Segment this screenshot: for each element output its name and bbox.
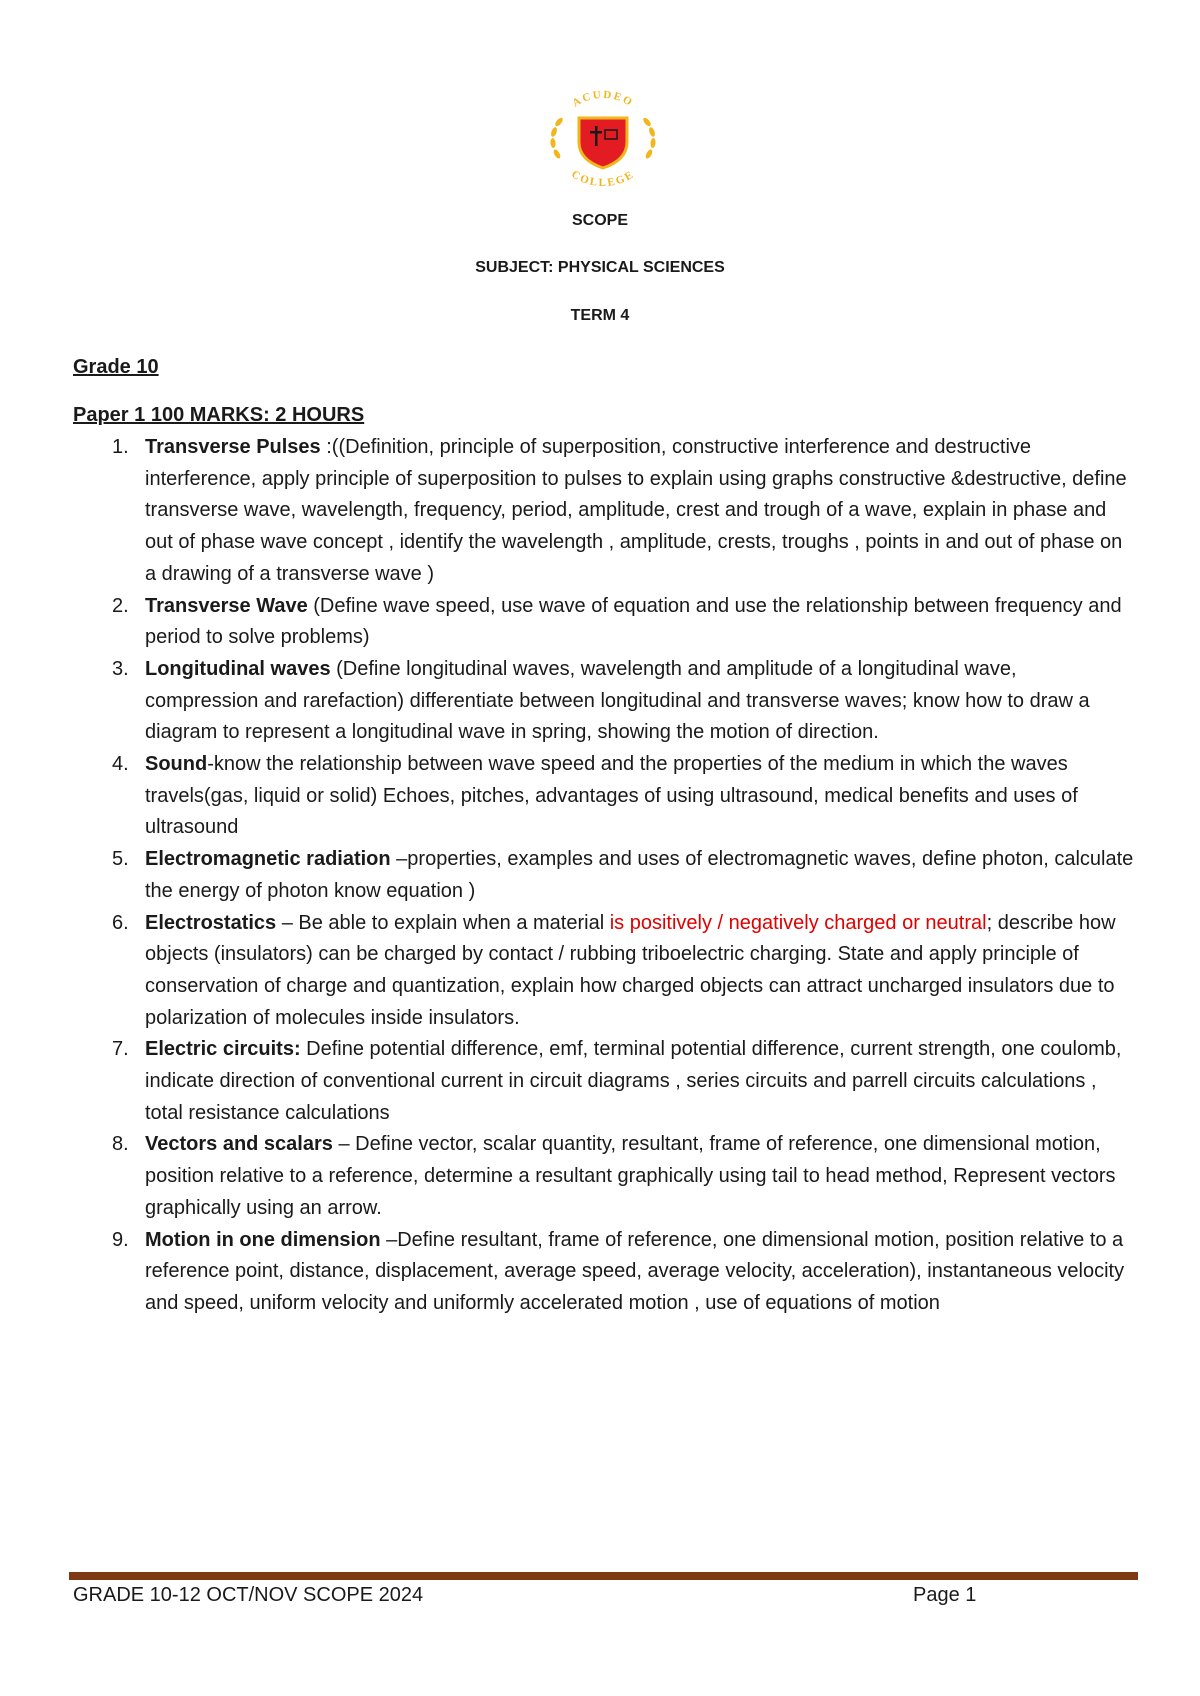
item-title: Electric circuits:	[145, 1038, 301, 1061]
page-number: Page 1	[913, 1584, 977, 1606]
item-text: – Be able to explain when a material	[276, 911, 610, 934]
item-number: 1.	[112, 436, 129, 458]
item-title: Sound	[145, 753, 208, 776]
list-item	[112, 1225, 1135, 1320]
item-title: Transverse Wave	[145, 594, 308, 617]
list-item	[112, 908, 1135, 1035]
item-text: ; describe how objects (insulators) can be charged by contact / rubbing triboelectric charging. State and apply principle of conservation of charge and quantization, explain how charged objects can attract uncharged insulators due to polarization of molecules inside insulators.	[145, 911, 1116, 1029]
svg-text:ACUDEO: ACUDEO	[570, 88, 636, 110]
scope-title: SCOPE	[571, 212, 628, 229]
item-text: (Define wave speed, use wave of equation and use the relationship between frequency and period to solve problems)	[145, 594, 1122, 649]
item-text: -know the relationship between wave speed and the properties of the medium in which the waves travels(gas, liquid or solid) Echoes, pitches, advantages of using ultrasound, medical benefits and uses of ultrasound	[145, 753, 1078, 839]
item-text: –Define resultant, frame of reference, one dimensional motion, position relative to a reference point, distance, displacement, average speed, average velocity, acceleration), instantaneous velocity and speed, uniform velocity and uniformly accelerated motion , use of equations of motion	[145, 1228, 1125, 1314]
item-text: – Define vector, scalar quantity, resultant, frame of reference, one dimensional motion, position relative to a reference, determine a resultant graphically using tail to head method, Represent vectors graphically using an arrow.	[145, 1133, 1116, 1219]
laurel-left-icon	[550, 117, 564, 160]
list-item	[112, 844, 1135, 907]
grade-heading: Grade 10	[73, 356, 159, 378]
laurel-right-icon	[642, 117, 656, 160]
item-text: Define potential difference, emf, terminal potential difference, current strength, one coulomb, indicate direction of conventional current in circuit diagrams , series circuits and parrell circuits calculations , total resistance calculations	[145, 1038, 1122, 1124]
subject-title: SUBJECT: PHYSICAL SCIENCES	[475, 259, 725, 276]
item-title: Longitudinal waves	[145, 657, 331, 680]
item-title: Transverse Pulses	[145, 436, 321, 458]
item-title: Electromagnetic radiation	[145, 848, 391, 871]
item-number: 2.	[112, 594, 129, 617]
shield-icon	[579, 118, 627, 168]
item-title: Vectors and scalars	[145, 1133, 333, 1156]
svg-text:COLLEGE: COLLEGE	[569, 168, 637, 188]
item-text: (Define longitudinal waves, wavelength and amplitude of a longitudinal wave, compression and rarefaction) differentiate between longitudinal and transverse waves; know how to draw a diagram to represent a longitudinal wave in spring, showing the motion of direction.	[145, 657, 1090, 744]
item-number: 3.	[112, 657, 129, 680]
item-number: 9.	[112, 1228, 129, 1251]
item-number: 5.	[112, 848, 129, 871]
paper-heading: Paper 1 100 MARKS: 2 HOURS	[73, 404, 365, 426]
item-title: Electrostatics	[145, 911, 277, 934]
topic-list	[112, 432, 1135, 1320]
item-text: :((Definition, principle of superposition, constructive interference and destructive interference, apply principle of superposition to pulses to explain using graphs constructive &destructive, define transverse wave, wavelength, frequency, period, amplitude, crest and trough of a wave, explain in phase and out of phase wave concept , identify the wavelength , amplitude, crests, troughs , points in and out of phase on a drawing of a transverse wave )	[145, 436, 1127, 585]
term-title: TERM 4	[570, 307, 630, 324]
list-item	[112, 591, 1135, 654]
list-item	[112, 1034, 1135, 1129]
acudeo-college-logo	[535, 88, 671, 188]
highlighted-text: is positively / negatively charged or neutral	[609, 911, 987, 934]
item-text: –properties, examples and uses of electromagnetic waves, define photon, calculate the energy of photon know equation )	[145, 848, 1134, 902]
item-number: 4.	[112, 753, 129, 776]
footer-rule	[69, 1572, 1138, 1580]
item-number: 8.	[112, 1133, 129, 1156]
list-item	[112, 749, 1135, 844]
item-number: 7.	[112, 1038, 129, 1061]
list-item	[112, 432, 1135, 591]
item-title: Motion in one dimension	[145, 1228, 381, 1251]
list-item	[112, 1129, 1135, 1224]
footer-title: GRADE 10-12 OCT/NOV SCOPE 2024	[73, 1584, 424, 1606]
list-item	[112, 654, 1135, 749]
item-number: 6.	[112, 911, 129, 934]
